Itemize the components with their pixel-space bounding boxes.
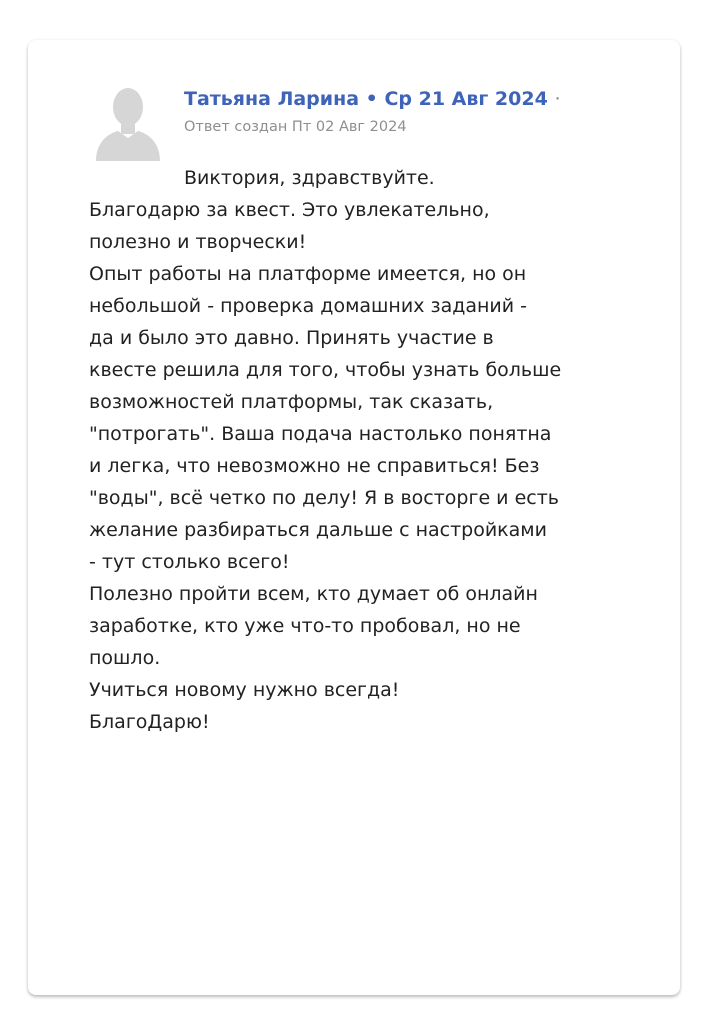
comment-line: да и было это давно. Принять участие в [89,327,494,349]
avatar[interactable] [94,86,162,162]
trailing-dot: · [554,88,561,110]
comment-line: пошло. [89,647,161,669]
comment-body [89,194,629,738]
comment-line: Благодарю за квест. Это увлекательно, [89,199,490,221]
comment-greeting: Виктория, здравствуйте. [184,167,435,189]
comment-line: - тут столько всего! [89,551,290,573]
reply-info: Ответ создан Пт 02 Авг 2024 [184,119,407,135]
default-user-silhouette-icon [94,86,162,162]
comment-line: и легка, что невозможно не справиться! Без [89,455,540,477]
comment-date[interactable]: Ср 21 Авг 2024 [384,88,548,110]
comment-line: Учиться новому нужно всегда! [89,679,400,701]
comment-line: БлагоДарю! [89,711,210,733]
comment-line: Полезно пройти всем, кто думает об онлайн [89,583,538,605]
comment-line: Опыт работы на платформе имеется, но он [89,263,527,285]
separator: • [365,88,378,110]
comment-line: возможностей платформы, так сказать, [89,391,494,413]
comment-header [184,84,561,138]
comment-line: "потрогать". Ваша подача настолько понятна [89,423,552,445]
author-line [184,84,561,114]
comment-line: полезно и творчески! [89,231,307,253]
comment-line: "воды", всё четко по делу! Я в восторге и есть [89,487,559,509]
author-name[interactable]: Татьяна Ларина [184,88,360,110]
comment-line: небольшой - проверка домашних заданий - [89,295,528,317]
comment-line: заработке, кто уже что-то пробовал, но не [89,615,521,637]
comment-line: квесте решила для того, чтобы узнать больше [89,359,562,381]
comment-line: желание разбираться дальше с настройками [89,519,547,541]
